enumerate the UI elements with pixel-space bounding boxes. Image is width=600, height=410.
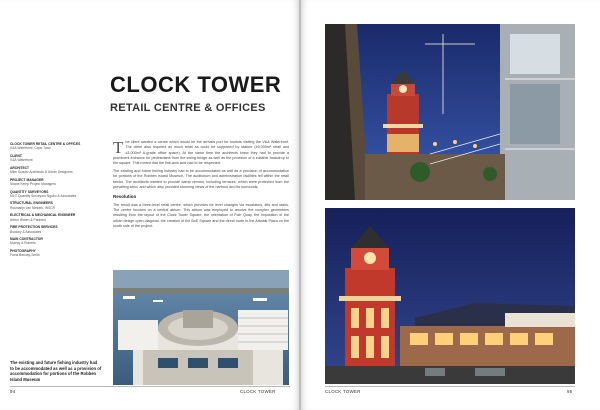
photo-caption: The existing and future fishing industry had to be accommodated as well as a provision of accommodation for portions of the Robben Island Museum	[10, 360, 102, 383]
credit-label: FIRE PROTECTION SERVICES	[10, 225, 58, 230]
credit-item	[10, 178, 102, 187]
credit-value: Murray & Roberts	[10, 241, 36, 246]
credit-item	[10, 237, 102, 246]
article-body	[113, 140, 289, 232]
credit-value: Buckley & Associates	[10, 229, 42, 234]
paragraph-2: The existing and future fishing industry had to be accommodated as well as a provision of accommodation for portions of the Robben Island Museum. The auditorium and administration facilities fell within the retail sector. The architects wanted to provide damp venues, including terraces, which were protected from the prevailing wind, and which also provided stunning views of the harbour and its surrounds.	[113, 168, 289, 189]
credit-value: Rosmarijn van Niekerk, WSCR	[10, 205, 56, 210]
title-block	[110, 74, 290, 114]
clock-tower-night-photo	[325, 208, 575, 384]
credit-value: MLC Quantity Surveyors Ngubo & Associates	[10, 193, 77, 198]
paragraph-3: The result was a three-level retail centre, which provides for level changes via escalators, lifts and stairs. The centre focuses on a central atrium. This atrium was employed to resolve the complex geometries resulting from the layout of the Clock Tower Square, the orientation of Fish Quay, the imposition of the urban design open diagonal, the creation of the BoE Square and the direct route to the Artwalk Plaza on the south side of the project.	[113, 202, 289, 229]
credit-label: ELECTRICAL & MECHANICAL ENGINEER	[10, 213, 76, 218]
credit-value: Arthur Waren & Partners	[10, 217, 46, 222]
credit-value: Mike Schultz Architects & Urban Designers	[10, 170, 73, 175]
running-head-right: CLOCK TOWER	[325, 389, 361, 394]
credit-label: PHOTOGRAPHY	[10, 248, 36, 253]
credit-label: CLIENT	[10, 153, 22, 158]
paragraph-1: The client wanted a centre which would be the arrivals port for tourists visiting the V&A Waterfront. The client also required as much retail as could be supported by stature (±5,000m² retail and ±3,000m² A-grade office space). At the same time the architects knew they had to provide a prominent entrance for pedestrians from the swing bridge as well as the provision of a suitable backdrop to the square. This meant that the fine-axis axis had to be respected.	[113, 138, 289, 166]
drop-cap: T	[113, 138, 124, 157]
credit-item	[10, 154, 102, 163]
footer-rule	[10, 386, 290, 387]
right-page	[301, 0, 600, 410]
credit-value: Fiona Barclay-Smith	[10, 253, 40, 258]
credit-item	[10, 213, 102, 222]
credit-value: V&A Waterfront	[10, 158, 33, 163]
left-page	[0, 0, 299, 410]
credit-item	[10, 142, 102, 151]
credit-value: Shane Kemp Project Managers	[10, 182, 56, 187]
credit-item	[10, 249, 102, 258]
credit-label: CLOCK TOWER RETAIL CENTRE & OFFICES	[10, 142, 81, 146]
credit-label: ARCHITECT	[10, 165, 30, 170]
credit-label: MAIN CONTRACTOR	[10, 237, 43, 241]
page-number-right: 95	[567, 389, 573, 394]
credit-label: QUANTITY SURVEYORS	[10, 189, 49, 194]
aerial-photo	[113, 270, 289, 385]
clock-tower-dusk-photo	[325, 24, 575, 200]
project-credits	[10, 142, 102, 261]
running-head: CLOCK TOWER	[240, 389, 276, 394]
credit-item	[10, 225, 102, 234]
page-number: 94	[10, 389, 16, 394]
page-title: CLOCK TOWER	[110, 72, 282, 97]
credit-item	[10, 201, 102, 210]
credit-value: V&A Waterfront, Cape Town	[10, 146, 51, 151]
credit-item	[10, 166, 102, 175]
credit-item	[10, 190, 102, 199]
credit-label: PROJECT MANAGER	[10, 177, 44, 182]
page-subtitle: RETAIL CENTRE & OFFICES	[110, 102, 266, 114]
credit-label: STRUCTURAL ENGINEERS	[10, 201, 53, 206]
section-heading: Resolution	[113, 194, 137, 200]
footer-rule-right	[325, 386, 575, 387]
